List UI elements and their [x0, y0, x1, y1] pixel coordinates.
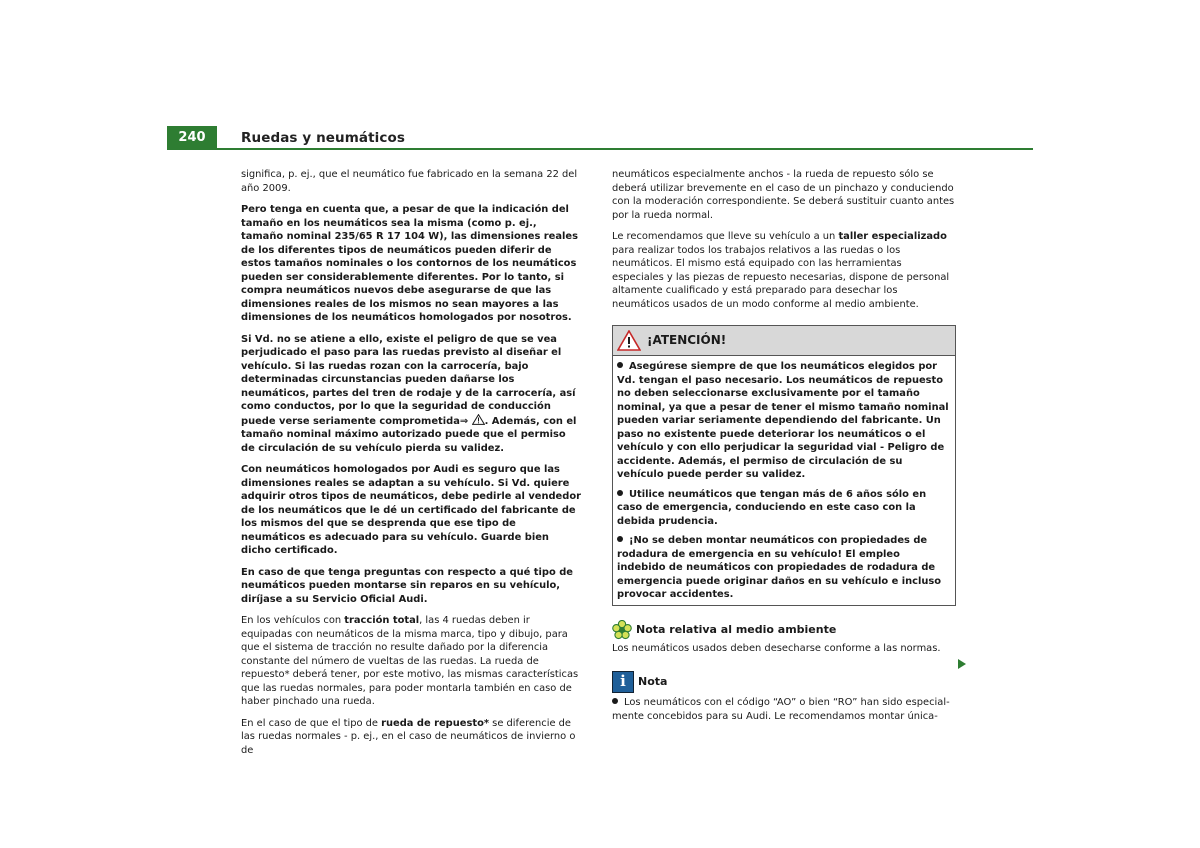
cross-reference-arrow[interactable]: ⇒: [459, 415, 469, 427]
emphasis: tracción total: [344, 615, 420, 626]
info-icon: i: [612, 671, 634, 693]
next-page-arrow-icon[interactable]: [958, 659, 966, 669]
paragraph: significa, p. ej., que el neumático fue fabricado en la semana 22 del año 2009.: [241, 169, 578, 194]
note-item-text: Los neumáticos con el código “AO” o bien “RO” han sido especialmente concebidos para su Audi. Le recomendamos montar única-: [612, 697, 950, 722]
environment-note-title: Nota relativa al medio ambiente: [636, 622, 837, 636]
note-header: [612, 671, 956, 693]
paragraph: [241, 717, 582, 758]
paragraph: Los neumáticos usados deben desecharse conforme a las normas.: [612, 642, 941, 654]
left-column: [241, 168, 582, 765]
paragraph: [612, 230, 956, 311]
text: , las 4 ruedas deben ir equipadas con neumáticos de la misma marca, tipo y dibujo, para que el sistema de tracción no resulte dañado por la diferencia constante del número de vueltas de las ruedas. La rueda de repuesto* deberá tener, por este motivo, las mismas características que las ruedas normales, para poder montarla también en caso de haber pinchado una rueda.: [241, 615, 579, 707]
warning-title: ¡ATENCIÓN!: [647, 332, 727, 347]
environment-note-header: [612, 620, 956, 640]
bullet-icon: [617, 536, 623, 542]
page-number: 240: [167, 126, 217, 148]
warning-item: [617, 488, 951, 529]
text: para realizar todos los trabajos relativos a las ruedas o los neumáticos. El mismo está equipado con las herramientas especiales y las piezas de repuesto necesarias, dispone de personal altamente cualificado y está preparado para desechar los neumáticos usados de un modo conforme al medio ambiente.: [612, 244, 950, 310]
text: . Además, con el tamaño nominal máximo autorizado puede que el permiso de circulación de su vehículo pierda su validez.: [241, 415, 577, 454]
warning-item-text: ¡No se deben montar neumáticos con propiedades de rodadura de emergencia en su vehículo! El empleo indebido de neumáticos con propiedades de rodadura de emergencia puede originar daños en su vehículo e incluso provocar accidentes.: [617, 535, 942, 600]
emphasis: taller especializado: [838, 231, 947, 242]
warning-item: [617, 360, 951, 482]
text: Le recomendamos que lleve su vehículo a un: [612, 231, 839, 242]
chapter-title: Ruedas y neumáticos: [241, 130, 406, 146]
text: Si Vd. no se atiene a ello, existe el peligro de que se vea perjudicado el paso para las ruedas previsto al diseñar el vehículo. Si las ruedas rozan con la carrocería, bajo determinadas circunstancias pueden dañarse los neumáticos, partes del tren de rodaje y de la carrocería, así como conductos, por lo que la seguridad de conducción puede verse seriamente comprometida: [241, 333, 576, 427]
emphasis: rueda de repuesto*: [381, 717, 490, 729]
warning-item-text: Asegúrese siempre de que los neumáticos elegidos por Vd. tengan el paso necesario. Los neumáticos de repuesto no deben seleccionarse exclusivamente por el tamaño nominal, ya que a pesar de tener el mismo tamaño nominal pueden variar seriamente dependiendo del fabricante. Un paso no existente puede deteriorar los neumáticos o el vehículo y con ello perjudicar la seguridad vial - Peligro de accidente. Además, el permiso de circulación de su vehículo puede perder su validez.: [617, 361, 949, 480]
warning-header: [613, 326, 955, 356]
bullet-icon: [612, 698, 618, 704]
paragraph-bold: Con neumáticos homologados por Audi es seguro que las dimensiones reales se adaptan a su vehículo. Si Vd. quiere adquirir otros tipos de neumáticos, debe pedirle al vendedor de los neumáticos que le dé un certificado del fabricante de los mismos del que se desprenda que ese tipo de neumáticos es adecuado para su vehículo. Guarde bien dicho certificado.: [241, 464, 581, 556]
paragraph-bold: [241, 333, 582, 456]
warning-item: [617, 534, 951, 602]
paragraph: [241, 614, 582, 709]
note-item: [612, 696, 956, 723]
right-column: [612, 168, 956, 731]
header-divider: [167, 148, 1033, 150]
bullet-icon: [617, 362, 623, 368]
warning-body: [613, 356, 955, 605]
text: se diferencie de las ruedas normales - p. ej., en el caso de neumáticos de invierno o de: [241, 717, 576, 756]
bullet-icon: [617, 490, 623, 496]
paragraph-bold: En caso de que tenga preguntas con respecto a qué tipo de neumáticos pueden montarse sin reparos en su vehículo, diríjase a su Servicio Oficial Audi.: [241, 566, 573, 605]
flower-environment-icon: [612, 620, 632, 640]
warning-triangle-icon: [472, 414, 485, 425]
paragraph-bold: Pero tenga en cuenta que, a pesar de que la indicación del tamaño en los neumáticos sea la misma (como p. ej., tamaño nominal 235/65 R 17 104 W), las dimensiones reales de los diferentes tipos de neumáticos pueden diferir de estos tamaños nominales o los contornos de los neumáticos pueden ser considerablemente diferentes. Por lo tanto, si compra neumáticos nuevos debe asegurarse de que las dimensiones reales de los mismos no sean mayores a las dimensiones de los neumáticos homologados por nosotros.: [241, 204, 578, 323]
paragraph: neumáticos especialmente anchos - la rueda de repuesto sólo se deberá utilizar brevemente en el caso de un pinchazo y conduciendo con la moderación correspondiente. Se deberá sustituir cuanto antes por la rueda normal.: [612, 169, 955, 221]
warning-triangle-icon: [617, 330, 641, 351]
text: En los vehículos con: [241, 615, 345, 626]
warning-box: [612, 325, 956, 606]
warning-item-text: Utilice neumáticos que tengan más de 6 años sólo en caso de emergencia, conduciendo en este caso con la debida prudencia.: [617, 488, 927, 527]
text: En el caso de que el tipo de: [241, 717, 382, 729]
note-title: Nota: [638, 675, 668, 689]
